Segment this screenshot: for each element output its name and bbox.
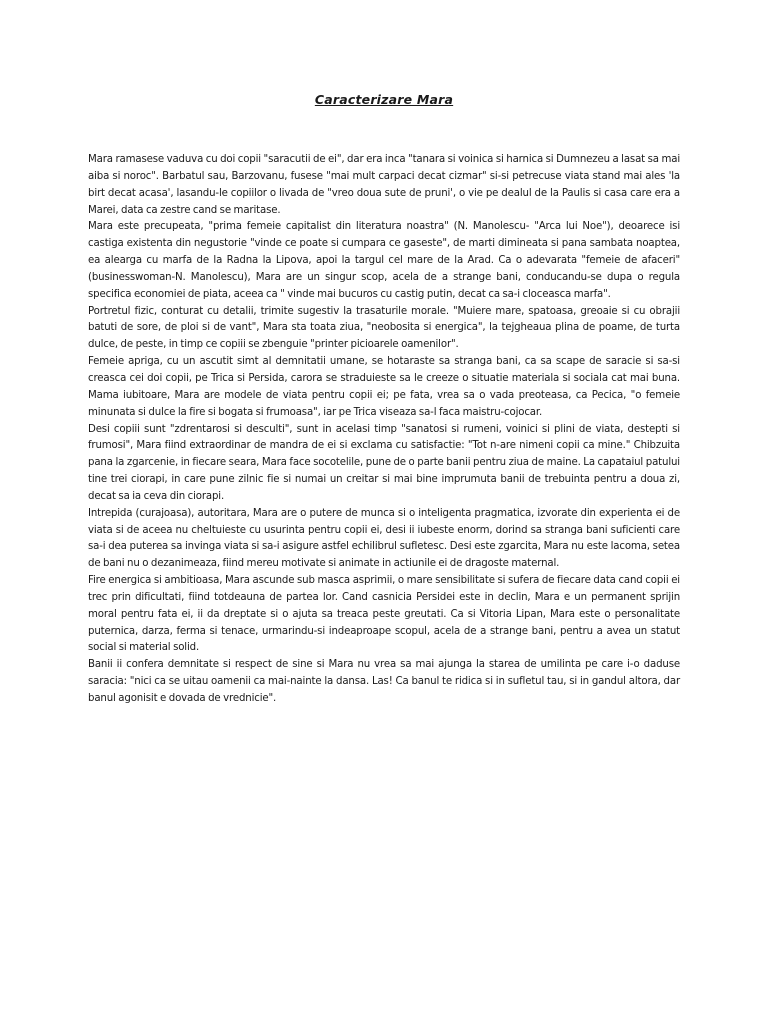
paragraph-2: Mara este precupeata, "prima femeie capitalist din literatura noastra" (N. Manolescu- "Arca lui Noe"), deoarece isi castiga existenta din negustorie "vinde ce poate si cumpara ce gaseste", de marti dimineata si pana sambata noaptea, ea alearga cu marfa de la Radna la Lipova, apoi la targul cel mare de la Arad. Ca o adevarata "femeie de afaceri" (businesswoman-N. Manolescu), Mara are un singur scop, acela de a strange bani, conducandu-se dupa o regula specifica economiei de piata, aceea ca " vinde mai bucuros cu castig putin, decat ca sa-i cloceasca marfa". [88,221,680,300]
paragraph-8: Banii ii confera demnitate si respect de sine si Mara nu vrea sa mai ajunga la starea de umilinta pe care i-o daduse saracia: "nici ca se uitau oamenii ca mai-nainte la dansa. Las! Ca banul te ridica si in sufletul tau, si in gandul altora, dar banul agonisit e dovada de vrednicie". [88,659,680,704]
paragraph-4: Femeie apriga, cu un ascutit simt al demnitatii umane, se hotaraste sa stranga bani, ca sa scape de saracie si sa-si creasca cei doi copii, pe Trica si Persida, carora se straduieste sa le creeze o situatie materiala si sociala cat mai buna. Mama iubitoare, Mara are modele de viata pentru copii ei; pe fata, vrea sa o vada preoteasa, ca Pecica, "o femeie minunata si dulce la fire si bogata si frumoasa", iar pe Trica viseaza sa-l faca maistru-cojocar. [88,356,680,418]
document-title: Caracterizare Mara [314,92,454,107]
paragraph-6: Intrepida (curajoasa), autoritara, Mara are o putere de munca si o inteligenta pragmatica, izvorate din experienta ei de viata si de aceea nu cheltuieste cu usurinta pentru copii ei, desi ii iubeste enorm, dorind sa stranga bani suficienti care sa-i dea puterea sa invinga viata si sa-i asigure astfel echilibrul sufletesc. Desi este zgarcita, Mara nu este lacoma, setea de bani nu o dezanimeaza, fiind mereu motivate si animate in actiunile ei de dragoste maternal. [88,507,680,570]
paragraph-1: Mara ramasese vaduva cu doi copii "saracutii de ei", dar era inca "tanara si voinica si harnica si Dumnezeu a lasat sa mai aiba si noroc". Barbatul sau, Barzovanu, fusese "mai mult carpaci decat cizmar" si-si petrecuse viata stand mai ales 'la birt decat acasa', lasandu-le copiilor o livada de "vreo doua sute de pruni', o vie pe dealul de la Paulis si casa care era a Marei, data ca zestre cand se maritase. [88,154,680,216]
document-body [88,152,680,708]
paragraph-3: Portretul fizic, conturat cu detalii, trimite sugestiv la trasaturile morale. "Muiere mare, spatoasa, greoaie si cu obrajii batuti de sore, de ploi si de vant", Mara sta toata ziua, "neobosita si energica", la tejgheaua plina de poame, de turta dulce, de peste, in timp ce copiii se zbenguie "printer picioarele oamenilor". [88,305,680,351]
paragraph-5: Desi copiii sunt "zdrentarosi si desculti", sunt in acelasi timp "sanatosi si rumeni, voinici si plini de viata, destepti si frumosi", Mara fiind extraordinar de mandra de ei si exclama cu satisfactie: "Tot n-are nimeni copii ca mine." Chibzuita pana la zgarcenie, in fiecare seara, Mara face socotelile, pune de o parte banii pentru ziua de maine. La capataiul patului tine trei ciorapi, in care pune zilnic fie si numai un creitar si mai bine imprumuta banii de trebuinta pentru a doua zi, decat sa ia ceva din ciorapi. [88,423,680,502]
paragraph-7: Fire energica si ambitioasa, Mara ascunde sub masca asprimii, o mare sensibilitate si sufera de fiecare data cand copii ei trec prin dificultati, fiind totdeauna de partea lor. Cand casnicia Persidei este in declin, Mara e un permanent sprijin moral pentru fata ei, ii da dreptate si o ajuta sa treaca peste greutati. Ca si Vitoria Lipan, Mara este o personalitate puternica, darza, ferma si tenace, urmarindu-si indeaproape scopul, acela de a strange bani, pentru a avea un statut social si material solid. [88,575,680,654]
